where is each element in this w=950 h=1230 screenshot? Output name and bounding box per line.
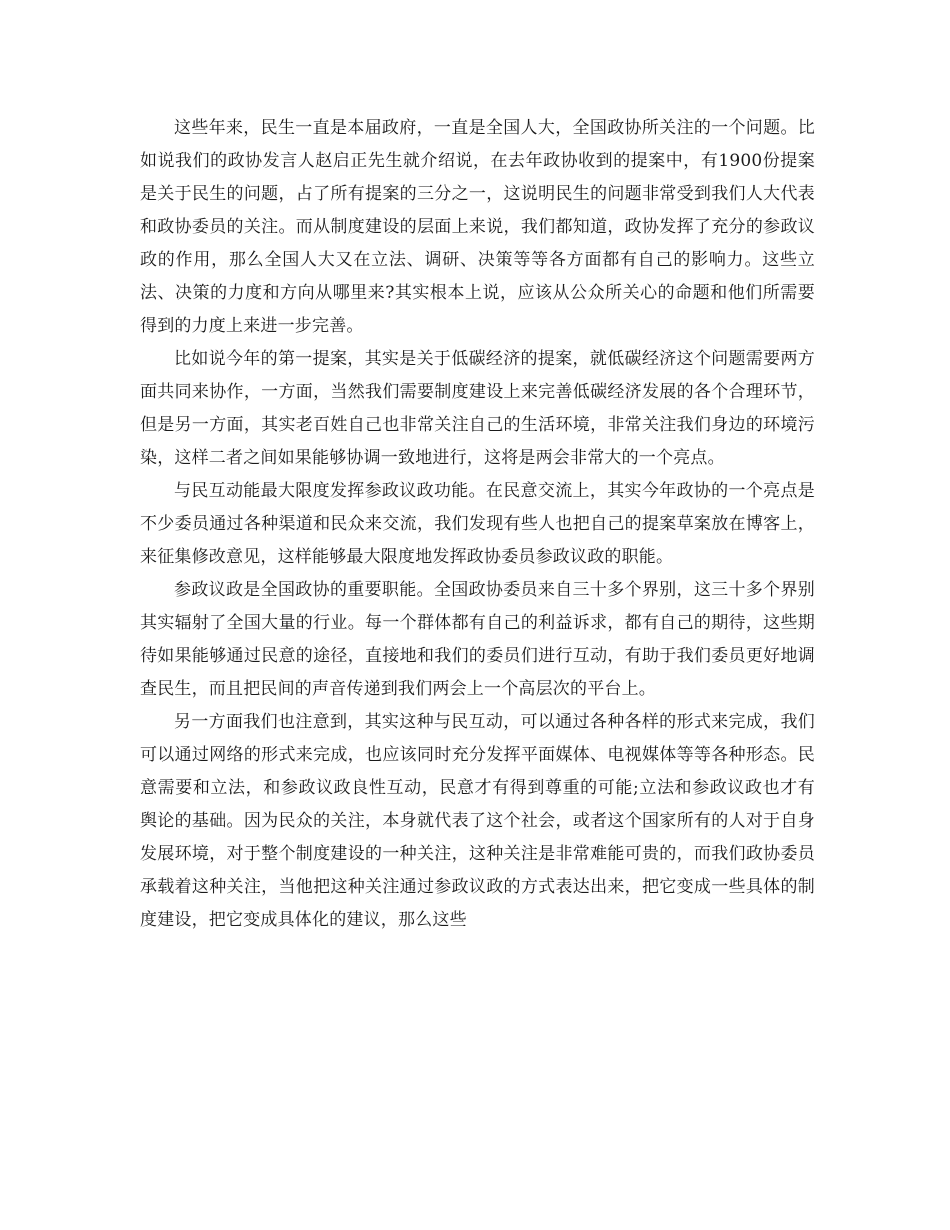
document-body	[140, 112, 815, 937]
paragraph-3: 与民互动能最大限度发挥参政议政功能。在民意交流上，其实今年政协的一个亮点是不少委员通过各种渠道和民众来交流，我们发现有些人也把自己的提案草案放在博客上，来征集修改意见，这样能够最大限度地发挥政协委员参政议政的职能。	[140, 481, 815, 567]
paragraph-2: 比如说今年的第一提案，其实是关于低碳经济的提案，就低碳经济这个问题需要两方面共同来协作，一方面，当然我们需要制度建设上来完善低碳经济发展的各个合理环节，但是另一方面，其实老百姓自己也非常关注自己的生活环境，非常关注我们身边的环境污染，这样二者之间如果能够协调一致地进行，这将是两会非常大的一个亮点。	[140, 349, 815, 468]
paragraph-4: 参政议政是全国政协的重要职能。全国政协委员来自三十多个界别，这三十多个界别其实辐射了全国大量的行业。每一个群体都有自己的利益诉求，都有自己的期待，这些期待如果能够通过民意的途径，直接地和我们的委员们进行互动，有助于我们委员更好地调查民生，而且把民间的声音传递到我们两会上一个高层次的平台上。	[140, 580, 815, 699]
paragraph-5: 另一方面我们也注意到，其实这种与民互动，可以通过各种各样的形式来完成，我们可以通过网络的形式来完成，也应该同时充分发挥平面媒体、电视媒体等等各种形态。民意需要和立法，和参政议政良性互动，民意才有得到尊重的可能;立法和参政议政也才有舆论的基础。因为民众的关注，本身就代表了这个社会，或者这个国家所有的人对于自身发展环境，对于整个制度建设的一种关注，这种关注是非常难能可贵的，而我们政协委员承载着这种关注，当他把这种关注通过参政议政的方式表达出来，把它变成一些具体的制度建设，把它变成具体化的建议，那么这些	[140, 712, 815, 930]
paragraph-1: 这些年来，民生一直是本届政府，一直是全国人大，全国政协所关注的一个问题。比如说我们的政协发言人赵启正先生就介绍说，在去年政协收到的提案中，有1900份提案是关于民生的问题，占了所有提案的三分之一，这说明民生的问题非常受到我们人大代表和政协委员的关注。而从制度建设的层面上来说，我们都知道，政协发挥了充分的参政议政的作用，那么全国人大又在立法、调研、决策等等各方面都有自己的影响力。这些立法、决策的力度和方向从哪里来?其实根本上说，应该从公众所关心的命题和他们所需要得到的力度上来进一步完善。	[140, 118, 815, 336]
